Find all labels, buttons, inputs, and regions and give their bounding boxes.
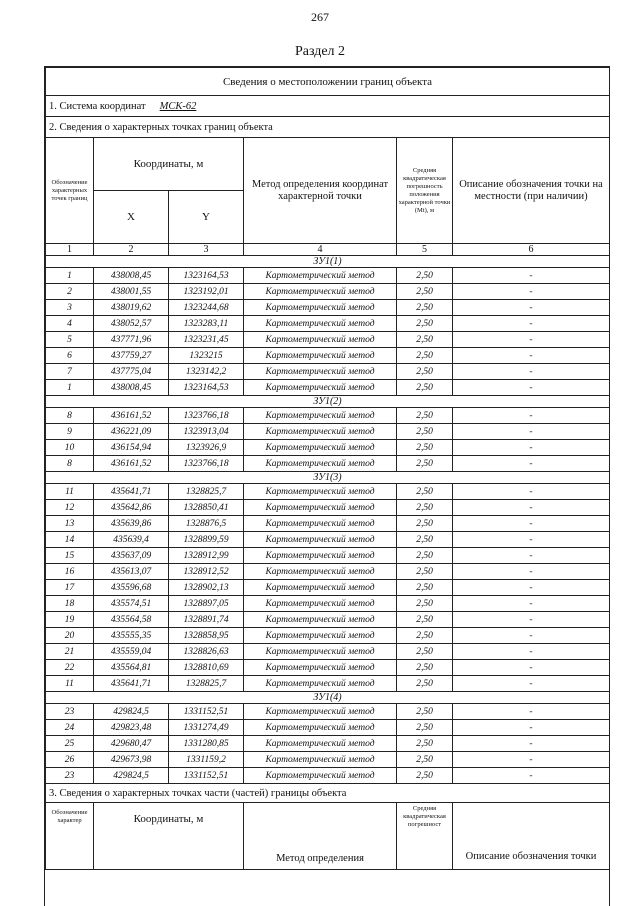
coord-y: 1328810,69 — [169, 660, 244, 676]
header-x: X — [94, 191, 169, 244]
method-cell: Картометрический метод — [244, 516, 397, 532]
description-cell: - — [453, 564, 610, 580]
coord-y: 1323164,53 — [169, 268, 244, 284]
point-id: 8 — [46, 456, 94, 472]
coord-y: 1331280,85 — [169, 736, 244, 752]
accuracy-cell: 2,50 — [397, 644, 453, 660]
table-row — [46, 676, 610, 692]
coord-system-value: МСК-62 — [159, 100, 197, 112]
point-id: 17 — [46, 580, 94, 596]
coord-x: 429673,98 — [94, 752, 169, 768]
table-row — [46, 752, 610, 768]
table-row — [46, 364, 610, 380]
description-cell: - — [453, 736, 610, 752]
accuracy-cell: 2,50 — [397, 704, 453, 720]
table-row — [46, 644, 610, 660]
coord-y: 1323283,11 — [169, 316, 244, 332]
group-header-row — [46, 396, 610, 408]
group-name: ЗУ1(4) — [46, 692, 610, 704]
coord-y: 1323192,01 — [169, 284, 244, 300]
accuracy-cell: 2,50 — [397, 484, 453, 500]
column-numbers-row — [46, 244, 610, 256]
table-row — [46, 484, 610, 500]
header-coordinates: Координаты, м — [94, 138, 244, 191]
table-row — [46, 532, 610, 548]
description-cell: - — [453, 484, 610, 500]
description-cell: - — [453, 408, 610, 424]
description-cell: - — [453, 284, 610, 300]
table-row — [46, 284, 610, 300]
table-row — [46, 424, 610, 440]
description-cell: - — [453, 456, 610, 472]
accuracy-cell: 2,50 — [397, 332, 453, 348]
column-number: 4 — [244, 244, 397, 256]
accuracy-cell: 2,50 — [397, 316, 453, 332]
group-name: ЗУ1(2) — [46, 396, 610, 408]
point-id: 24 — [46, 720, 94, 736]
method-cell: Картометрический метод — [244, 424, 397, 440]
coord-y: 1323164,53 — [169, 380, 244, 396]
point-id: 10 — [46, 440, 94, 456]
group-header-row — [46, 692, 610, 704]
table-row — [46, 456, 610, 472]
coord-x: 435564,58 — [94, 612, 169, 628]
coord-y: 1328825,7 — [169, 484, 244, 500]
table-row — [46, 628, 610, 644]
point-id: 20 — [46, 628, 94, 644]
coord-y: 1331159,2 — [169, 752, 244, 768]
description-cell: - — [453, 704, 610, 720]
coord-x: 435637,09 — [94, 548, 169, 564]
table-row — [46, 768, 610, 784]
table-row — [46, 660, 610, 676]
s3-header-coordinates: Координаты, м — [94, 803, 244, 870]
coord-x: 438001,55 — [94, 284, 169, 300]
point-id: 4 — [46, 316, 94, 332]
coord-y: 1328825,7 — [169, 676, 244, 692]
accuracy-cell: 2,50 — [397, 424, 453, 440]
section-title: Раздел 2 — [294, 44, 346, 59]
boundary-table-frame — [44, 66, 610, 906]
method-cell: Картометрический метод — [244, 268, 397, 284]
method-cell: Картометрический метод — [244, 284, 397, 300]
method-cell: Картометрический метод — [244, 720, 397, 736]
coord-x: 436221,09 — [94, 424, 169, 440]
coord-y: 1328876,5 — [169, 516, 244, 532]
description-cell: - — [453, 768, 610, 784]
description-cell: - — [453, 612, 610, 628]
accuracy-cell: 2,50 — [397, 564, 453, 580]
section3-title: 3. Сведения о характерных точках части (частей) границы объекта — [46, 784, 610, 803]
table-row — [46, 316, 610, 332]
header-y: Y — [169, 191, 244, 244]
method-cell: Картометрический метод — [244, 300, 397, 316]
group-name: ЗУ1(1) — [46, 256, 610, 268]
description-cell: - — [453, 596, 610, 612]
point-id: 7 — [46, 364, 94, 380]
table-row — [46, 704, 610, 720]
coord-y: 1328899,59 — [169, 532, 244, 548]
coord-x: 435555,35 — [94, 628, 169, 644]
point-id: 14 — [46, 532, 94, 548]
method-cell: Картометрический метод — [244, 364, 397, 380]
method-cell: Картометрический метод — [244, 484, 397, 500]
section2-title: 2. Сведения о характерных точках границ объекта — [46, 117, 610, 138]
accuracy-cell: 2,50 — [397, 628, 453, 644]
coord-x: 435641,71 — [94, 484, 169, 500]
method-cell: Картометрический метод — [244, 580, 397, 596]
method-cell: Картометрический метод — [244, 752, 397, 768]
header-description: Описание обозначения точки на местности (при наличии) — [453, 138, 610, 244]
accuracy-cell: 2,50 — [397, 736, 453, 752]
table-row — [46, 564, 610, 580]
point-id: 15 — [46, 548, 94, 564]
column-number: 6 — [453, 244, 610, 256]
coord-y: 1331152,51 — [169, 768, 244, 784]
method-cell: Картометрический метод — [244, 644, 397, 660]
accuracy-cell: 2,50 — [397, 516, 453, 532]
coord-x: 437775,04 — [94, 364, 169, 380]
description-cell: - — [453, 548, 610, 564]
boundary-table-body — [46, 68, 610, 870]
coord-x: 435559,04 — [94, 644, 169, 660]
accuracy-cell: 2,50 — [397, 768, 453, 784]
coord-x: 435642,86 — [94, 500, 169, 516]
point-id: 25 — [46, 736, 94, 752]
point-id: 12 — [46, 500, 94, 516]
method-cell: Картометрический метод — [244, 704, 397, 720]
header-method: Метод определения координат характерной точки — [244, 138, 397, 244]
coord-y: 1323215 — [169, 348, 244, 364]
table-row — [46, 348, 610, 364]
column-number: 2 — [94, 244, 169, 256]
accuracy-cell: 2,50 — [397, 580, 453, 596]
coord-x: 438008,45 — [94, 380, 169, 396]
table-row — [46, 548, 610, 564]
point-id: 23 — [46, 704, 94, 720]
point-id: 23 — [46, 768, 94, 784]
method-cell: Картометрический метод — [244, 736, 397, 752]
coord-x: 435639,86 — [94, 516, 169, 532]
accuracy-cell: 2,50 — [397, 548, 453, 564]
s3-header-accuracy: Средняя квадратическая погрешност — [397, 803, 453, 870]
table-row — [46, 380, 610, 396]
point-id: 1 — [46, 380, 94, 396]
coord-x: 435639,4 — [94, 532, 169, 548]
method-cell: Картометрический метод — [244, 316, 397, 332]
group-name: ЗУ1(3) — [46, 472, 610, 484]
coord-system-label: 1. Система координат — [49, 100, 146, 112]
header-point-designation: Обозначение характерных точек границ — [46, 138, 94, 244]
point-id: 8 — [46, 408, 94, 424]
description-cell: - — [453, 532, 610, 548]
coord-x: 437771,96 — [94, 332, 169, 348]
group-header-row — [46, 256, 610, 268]
coord-y: 1323766,18 — [169, 456, 244, 472]
accuracy-cell: 2,50 — [397, 676, 453, 692]
coord-x: 438019,62 — [94, 300, 169, 316]
point-id: 26 — [46, 752, 94, 768]
method-cell: Картометрический метод — [244, 500, 397, 516]
description-cell: - — [453, 300, 610, 316]
point-id: 9 — [46, 424, 94, 440]
table-row — [46, 516, 610, 532]
coord-y: 1328891,74 — [169, 612, 244, 628]
coord-y: 1323142,2 — [169, 364, 244, 380]
method-cell: Картометрический метод — [244, 564, 397, 580]
description-cell: - — [453, 500, 610, 516]
coord-y: 1328850,41 — [169, 500, 244, 516]
table-row — [46, 580, 610, 596]
point-id: 5 — [46, 332, 94, 348]
description-cell: - — [453, 628, 610, 644]
accuracy-cell: 2,50 — [397, 500, 453, 516]
method-cell: Картометрический метод — [244, 596, 397, 612]
description-cell: - — [453, 440, 610, 456]
point-id: 1 — [46, 268, 94, 284]
description-cell: - — [453, 644, 610, 660]
point-id: 6 — [46, 348, 94, 364]
method-cell: Картометрический метод — [244, 348, 397, 364]
coord-x: 438008,45 — [94, 268, 169, 284]
method-cell: Картометрический метод — [244, 768, 397, 784]
description-cell: - — [453, 424, 610, 440]
accuracy-cell: 2,50 — [397, 348, 453, 364]
point-id: 16 — [46, 564, 94, 580]
accuracy-cell: 2,50 — [397, 268, 453, 284]
description-cell: - — [453, 268, 610, 284]
coord-x: 429823,48 — [94, 720, 169, 736]
accuracy-cell: 2,50 — [397, 456, 453, 472]
description-cell: - — [453, 332, 610, 348]
coord-x: 436154,94 — [94, 440, 169, 456]
accuracy-cell: 2,50 — [397, 380, 453, 396]
method-cell: Картометрический метод — [244, 628, 397, 644]
accuracy-cell: 2,50 — [397, 300, 453, 316]
coord-y: 1331274,49 — [169, 720, 244, 736]
header-accuracy: Средняя квадратическая погрешность положения характерной точки (Mt), м — [397, 138, 453, 244]
point-id: 3 — [46, 300, 94, 316]
coord-x: 437759,27 — [94, 348, 169, 364]
accuracy-cell: 2,50 — [397, 532, 453, 548]
method-cell: Картометрический метод — [244, 676, 397, 692]
s3-header-method: Метод определения — [244, 803, 397, 870]
coord-x: 435641,71 — [94, 676, 169, 692]
table-row — [46, 596, 610, 612]
coord-y: 1323231,45 — [169, 332, 244, 348]
page-number: 267 — [311, 10, 329, 24]
table-row — [46, 720, 610, 736]
point-id: 21 — [46, 644, 94, 660]
coord-x: 436161,52 — [94, 408, 169, 424]
coord-x: 435596,68 — [94, 580, 169, 596]
accuracy-cell: 2,50 — [397, 612, 453, 628]
accuracy-cell: 2,50 — [397, 440, 453, 456]
coord-x: 429824,5 — [94, 704, 169, 720]
description-cell: - — [453, 660, 610, 676]
point-id: 2 — [46, 284, 94, 300]
description-cell: - — [453, 516, 610, 532]
s3-header-point-designation: Обозначение характер — [46, 803, 94, 870]
method-cell: Картометрический метод — [244, 532, 397, 548]
table-row — [46, 332, 610, 348]
method-cell: Картометрический метод — [244, 408, 397, 424]
description-cell: - — [453, 676, 610, 692]
coord-x: 429824,5 — [94, 768, 169, 784]
description-cell: - — [453, 720, 610, 736]
table-row — [46, 612, 610, 628]
column-number: 1 — [46, 244, 94, 256]
coord-x: 435564,81 — [94, 660, 169, 676]
point-id: 11 — [46, 676, 94, 692]
coord-y: 1323766,18 — [169, 408, 244, 424]
coord-y: 1323244,68 — [169, 300, 244, 316]
accuracy-cell: 2,50 — [397, 720, 453, 736]
coord-y: 1331152,51 — [169, 704, 244, 720]
method-cell: Картометрический метод — [244, 380, 397, 396]
description-cell: - — [453, 580, 610, 596]
table-row — [46, 500, 610, 516]
coord-x: 438052,57 — [94, 316, 169, 332]
coord-y: 1328902,13 — [169, 580, 244, 596]
point-id: 19 — [46, 612, 94, 628]
coord-y: 1328912,99 — [169, 548, 244, 564]
column-number: 5 — [397, 244, 453, 256]
description-cell: - — [453, 364, 610, 380]
accuracy-cell: 2,50 — [397, 660, 453, 676]
coord-y: 1328826,63 — [169, 644, 244, 660]
coord-system-row — [46, 96, 610, 117]
coord-x: 436161,52 — [94, 456, 169, 472]
coord-x: 429680,47 — [94, 736, 169, 752]
description-cell: - — [453, 348, 610, 364]
description-cell: - — [453, 380, 610, 396]
coord-y: 1323913,04 — [169, 424, 244, 440]
point-id: 18 — [46, 596, 94, 612]
accuracy-cell: 2,50 — [397, 364, 453, 380]
method-cell: Картометрический метод — [244, 612, 397, 628]
method-cell: Картометрический метод — [244, 548, 397, 564]
coord-y: 1328858,95 — [169, 628, 244, 644]
point-id: 13 — [46, 516, 94, 532]
s3-header-description: Описание обозначения точки — [453, 803, 610, 870]
description-cell: - — [453, 316, 610, 332]
table-row — [46, 440, 610, 456]
accuracy-cell: 2,50 — [397, 752, 453, 768]
table-row — [46, 268, 610, 284]
method-cell: Картометрический метод — [244, 660, 397, 676]
point-id: 11 — [46, 484, 94, 500]
coord-y: 1323926,9 — [169, 440, 244, 456]
table-title: Сведения о местоположении границ объекта — [46, 68, 610, 96]
boundary-table — [45, 67, 610, 870]
method-cell: Картометрический метод — [244, 456, 397, 472]
table-row — [46, 736, 610, 752]
method-cell: Картометрический метод — [244, 332, 397, 348]
coord-y: 1328912,52 — [169, 564, 244, 580]
coord-y: 1328897,05 — [169, 596, 244, 612]
column-number: 3 — [169, 244, 244, 256]
accuracy-cell: 2,50 — [397, 408, 453, 424]
method-cell: Картометрический метод — [244, 440, 397, 456]
point-id: 22 — [46, 660, 94, 676]
table-row — [46, 300, 610, 316]
accuracy-cell: 2,50 — [397, 596, 453, 612]
description-cell: - — [453, 752, 610, 768]
group-header-row — [46, 472, 610, 484]
accuracy-cell: 2,50 — [397, 284, 453, 300]
table-row — [46, 408, 610, 424]
coord-x: 435574,51 — [94, 596, 169, 612]
coord-x: 435613,07 — [94, 564, 169, 580]
